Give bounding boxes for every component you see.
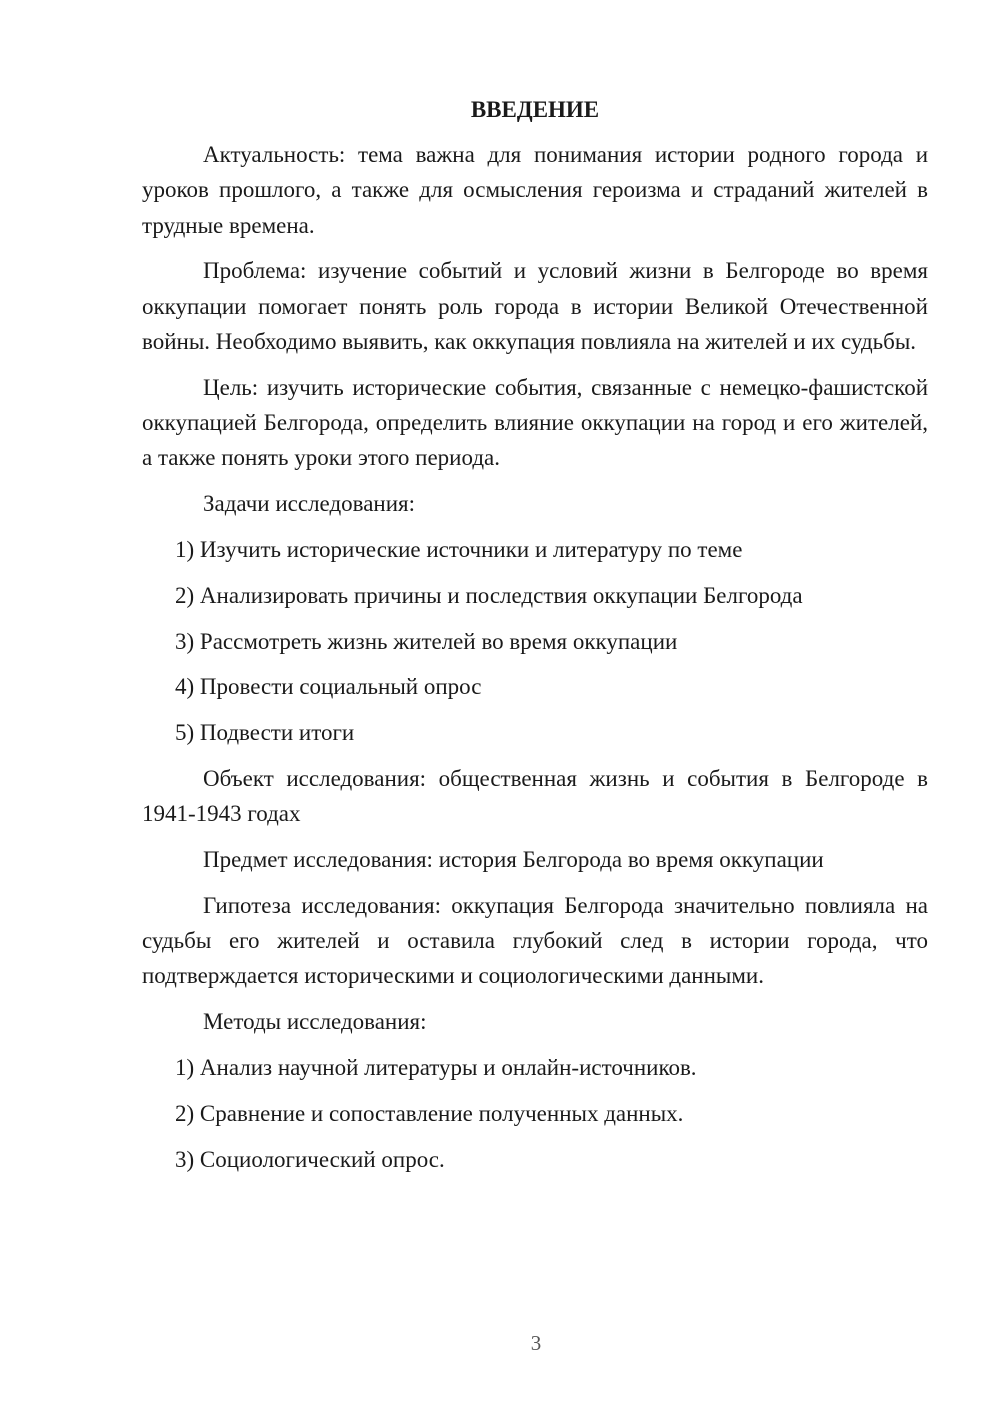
page-number: 3	[530, 1331, 542, 1355]
section-title: ВВЕДЕНИЕ	[470, 97, 600, 122]
task-item: 2) Анализировать причины и последствия оккупации Белгорода	[175, 582, 803, 608]
task-item: 3) Рассмотреть жизнь жителей во время оккупации	[175, 628, 678, 654]
task-item: 4) Провести социальный опрос	[175, 674, 482, 700]
subject-paragraph: Предмет исследования: история Белгорода во время оккупации	[203, 847, 824, 873]
document-page	[142, 92, 928, 1187]
task-item: 5) Подвести итоги	[175, 720, 355, 746]
method-item: 1) Анализ научной литературы и онлайн-источников.	[175, 1055, 697, 1081]
tasks-heading: Задачи исследования:	[203, 491, 416, 517]
method-item: 2) Сравнение и сопоставление полученных данных.	[175, 1100, 684, 1126]
methods-heading: Методы исследования:	[203, 1009, 427, 1035]
relevance-paragraph: Актуальность: тема важна для понимания истории родного города и уроков прошлого, а также для осмысления героизма и страданий жителей в трудные времена.	[142, 142, 928, 238]
goal-paragraph: Цель: изучить исторические события, связанные с немецко-фашистской оккупацией Белгорода, определить влияние оккупации на город и его жителей, а также понять уроки этого периода.	[142, 374, 928, 471]
method-item: 3) Социологический опрос.	[175, 1146, 445, 1172]
object-paragraph: Объект исследования: общественная жизнь и события в Белгороде в 1941-1943 годах	[142, 765, 928, 827]
problem-paragraph: Проблема: изучение событий и условий жизни в Белгороде во время оккупации помогает понять роль города в истории Великой Отечественной войны. Необходимо выявить, как оккупация повлияла на жителей и их судьбы.	[142, 258, 928, 354]
task-item: 1) Изучить исторические источники и литературу по теме	[175, 536, 743, 562]
hypothesis-paragraph: Гипотеза исследования: оккупация Белгорода значительно повлияла на судьбы его жителей и оставила глубокий след в истории города, что подтверждается историческими и социологическими данными.	[142, 892, 928, 989]
